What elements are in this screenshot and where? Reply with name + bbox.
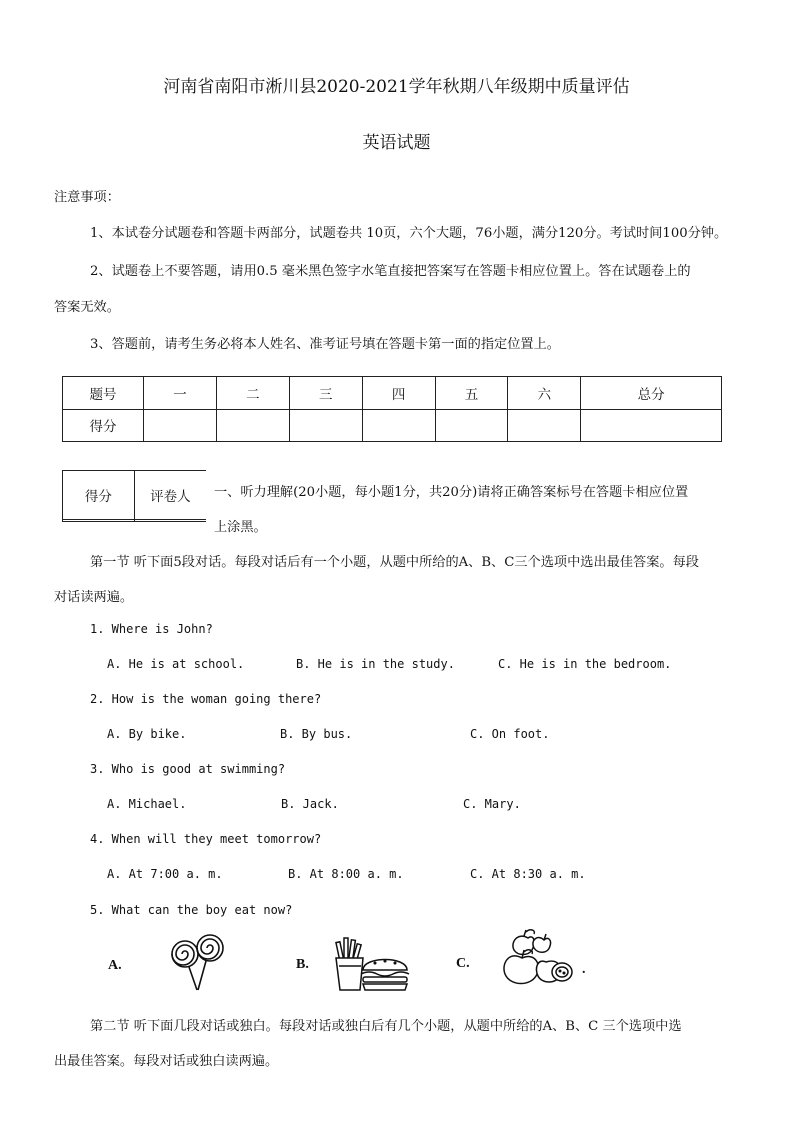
score-cell: [435, 409, 508, 442]
q1-option-a: A. He is at school.: [107, 657, 245, 671]
score-row-label: 得分: [63, 409, 144, 442]
score-header-cell: 题号: [63, 377, 144, 410]
section1-heading-cont: 上涂黑。: [214, 520, 267, 535]
note-item-1: 1、本试卷分试题卷和答题卡两部分，试题卷共 10页，六个大题，76小题，满分120分。考试时间100分钟。: [90, 226, 728, 241]
question-4: 4. When will they meet tomorrow?: [90, 832, 322, 846]
exam-title: 河南省南阳市淅川县2020-2021学年秋期八年级期中质量评估: [163, 77, 630, 97]
q3-option-b: B. Jack.: [281, 797, 339, 811]
score-cell: [581, 409, 722, 442]
score-cell: [508, 409, 581, 442]
score-cell: [362, 409, 435, 442]
notes-heading: 注意事项：: [54, 190, 120, 205]
q3-option-c: C. Mary.: [463, 797, 521, 811]
q5-option-b-label: B.: [296, 957, 309, 972]
part1-instructions-cont: 对话读两遍。: [54, 590, 134, 605]
q5-option-a-label: A.: [108, 958, 122, 973]
fries-and-burger-icon: [333, 936, 413, 992]
score-cell: [144, 409, 217, 442]
q1-option-c: C. He is in the bedroom.: [498, 657, 672, 671]
lollipops-icon: [163, 930, 235, 992]
section1-heading: 一、听力理解(20小题，每小题1分，共20分)请将正确答案标号在答题卡相应位置: [214, 485, 689, 500]
q4-option-a: A. At 7:00 a. m.: [107, 867, 223, 881]
score-table-score-row: [63, 409, 722, 442]
fruits-icon: [500, 928, 580, 988]
note-item-2: 2、试题卷上不要答题，请用0.5 毫米黑色签字水笔直接把答案写在答题卡相应位置上。答在试题卷上的: [90, 264, 691, 279]
note-item-3: 3、答题前，请考生务必将本人姓名、准考证号填在答题卡第一面的指定位置上。: [90, 337, 560, 352]
q4-option-b: B. At 8:00 a. m.: [288, 867, 404, 881]
score-header-cell: 六: [508, 377, 581, 410]
q2-option-c: C. On foot.: [470, 727, 550, 741]
grader-score-label: 得分: [63, 471, 135, 520]
score-header-cell: 三: [289, 377, 362, 410]
q3-option-a: A. Michael.: [107, 797, 187, 811]
question-1: 1. Where is John?: [90, 622, 213, 636]
score-header-cell: 总分: [581, 377, 722, 410]
q2-option-b: B. By bus.: [280, 727, 353, 741]
question-3: 3. Who is good at swimming?: [90, 762, 286, 776]
q4-option-c: C. At 8:30 a. m.: [470, 867, 586, 881]
score-table-header-row: [63, 377, 722, 410]
question-5: 5. What can the boy eat now?: [90, 903, 293, 917]
score-cell: [216, 409, 289, 442]
part2-instructions: 第二节 听下面几段对话或独白。每段对话或独白后有几个小题，从题中所给的A、B、C 三个选项中选: [90, 1019, 682, 1034]
question-2: 2. How is the woman going there?: [90, 692, 322, 706]
q1-option-b: B. He is in the study.: [296, 657, 455, 671]
score-table: [62, 376, 722, 442]
exam-subtitle: 英语试题: [362, 133, 431, 153]
part2-instructions-cont: 出最佳答案。每段对话或独白读两遍。: [54, 1054, 279, 1069]
grader-score-cell: [63, 519, 135, 521]
score-header-cell: 二: [216, 377, 289, 410]
part1-instructions: 第一节 听下面5段对话。每段对话后有一个小题，从题中所给的A、B、C三个选项中选出最佳答案。每段: [90, 555, 699, 570]
score-header-cell: 四: [362, 377, 435, 410]
score-header-cell: 一: [144, 377, 217, 410]
score-cell: [289, 409, 362, 442]
note-item-2-cont: 答案无效。: [54, 300, 120, 315]
q5-option-c-trailing: .: [582, 962, 586, 977]
score-header-cell: 五: [435, 377, 508, 410]
q5-option-c-label: C.: [456, 956, 470, 971]
grader-name-label: 评卷人: [134, 471, 206, 520]
grader-table: [62, 470, 206, 522]
grader-name-cell: [134, 519, 206, 521]
q2-option-a: A. By bike.: [107, 727, 187, 741]
